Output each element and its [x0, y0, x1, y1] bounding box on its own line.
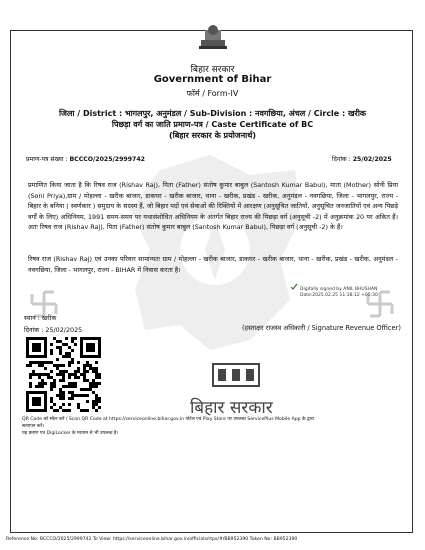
government-title: Government of Bihar: [153, 74, 272, 85]
certificate-number-row: [26, 154, 145, 163]
jurisdiction-line: जिला / District : भागलपुर, अनुमंडल / Sub-Division : नवगछिया, अंचल / Circle : खरीक: [58, 109, 367, 118]
issue-date-label: दिनांक :: [24, 326, 44, 334]
bihar-sarkar-branding: बिहार सरकार: [190, 398, 273, 418]
certificate-date: 25/02/2025: [352, 156, 392, 163]
signature-valid-check-icon: [290, 283, 298, 291]
digital-signature-signer: Digitally signed by ANIL BHUSHAN: [300, 287, 378, 292]
certificate-date-row: [332, 154, 392, 163]
form-label: फॉर्म / Form-IV: [186, 89, 239, 98]
purpose-line: (बिहार सरकार के प्रयोजनार्थ): [168, 131, 257, 140]
qr-note-line1: QR Code को स्कैन करें / Scan QR Code at https://serviceonline.bihar.gov.in पोर्टल एवं Play Store पर उपलब्ध ServicePlus Mobile App के द्वारा: [22, 417, 314, 422]
issue-date-value: 25/02/2025: [45, 326, 83, 334]
place-value: खरीक: [41, 314, 57, 322]
digital-signature-date: Date:2025.02.25 11:38:12 +05:30: [300, 293, 378, 298]
certificate-type: पिछड़ा वर्ग का जाति प्रमाण-पत्र / Caste Certificate of BC: [111, 120, 314, 129]
place-row: [24, 313, 56, 322]
certificate-number-label: प्रमाण-पत्र संख्या :: [26, 156, 68, 163]
qr-note-line2: सत्यापन करें।: [22, 424, 45, 429]
signatory-label: (हस्ताक्षर राजस्व अधिकारी / Signature Revenue Officer): [242, 324, 401, 332]
state-name-hindi: बिहार सरकार: [190, 65, 235, 75]
digital-signature: [300, 287, 378, 299]
certificate-date-label: दिनांक :: [332, 156, 351, 163]
certificate-title-block: [40, 108, 385, 141]
residence-paragraph: रिषव राज (Rishav Raj) एवं उनका परिवार सामान्यतः ग्राम / मोहल्ला - खरीक बाजार, डाकघर - खरीक बाजार, थाना - खरीक, प्रखंड - खरीक, अनुमंडल - नवगछिया, जिला - भागलपुर, राज्य - BIHAR में निवास करता है।: [28, 255, 398, 274]
certificate-number: BCCCO/2025/2999742: [69, 156, 145, 163]
qr-note-line3: यह प्रमाण पत्र DigiLocker के माध्यम से भी उपलब्ध है।: [22, 431, 119, 436]
place-label: स्थान :: [24, 314, 40, 322]
government-logo-icon: [212, 363, 260, 387]
reference-footer: Reference No: BCCCO/2025/2999742 To View: https://serviceonline.bihar.gov.in/officials/rtps/#/BB952390 Token No: BB952390: [6, 537, 298, 542]
qr-verification-note: [22, 416, 402, 437]
issue-date-row: [24, 325, 82, 334]
certification-paragraph: प्रमाणित किया जाता है कि रिषव राज (Rishav Raj), पिता (Father) संतोष कुमार बाबुल (Santosh Kumar Babul), माता (Mother) सोनी प्रिया (Soni Priya),ग्राम / मोहल्ला - खरीक बाजार, डाकघर - खरीक बाजार, थाना - खरीक, प्रखंड - खरीक, अनुमंडल - नवगछिया, जिला - भागलपुर, राज्य - बिहार के बनिया ( स्वर्णकार ) समुदाय के सदस्य हैं, जो बिहार पदों एवं सेवाओं की रिक्तियों में आरक्षण (अनुसूचित जातियों, अनुसूचित जनजातियों एवं अन्य पिछड़े वर्गों के लिए) अधिनियम, 1991 समय-समय पर यथासंशोधित अधिनियम के अंतर्गत बिहार राज्य की पिछड़ा वर्ग (अनुसूची -2) में अनुक्रमांक 20 पर अंकित हैं। अतः रिषव राज (Rishav Raj), पिता (Father) संतोष कुमार बाबुल (Santosh Kumar Babul), पिछड़ा वर्ग (अनुसूची -2) के हैं।: [28, 181, 398, 231]
qr-code-icon[interactable]: [20, 336, 108, 412]
state-emblem-icon: [195, 22, 231, 50]
